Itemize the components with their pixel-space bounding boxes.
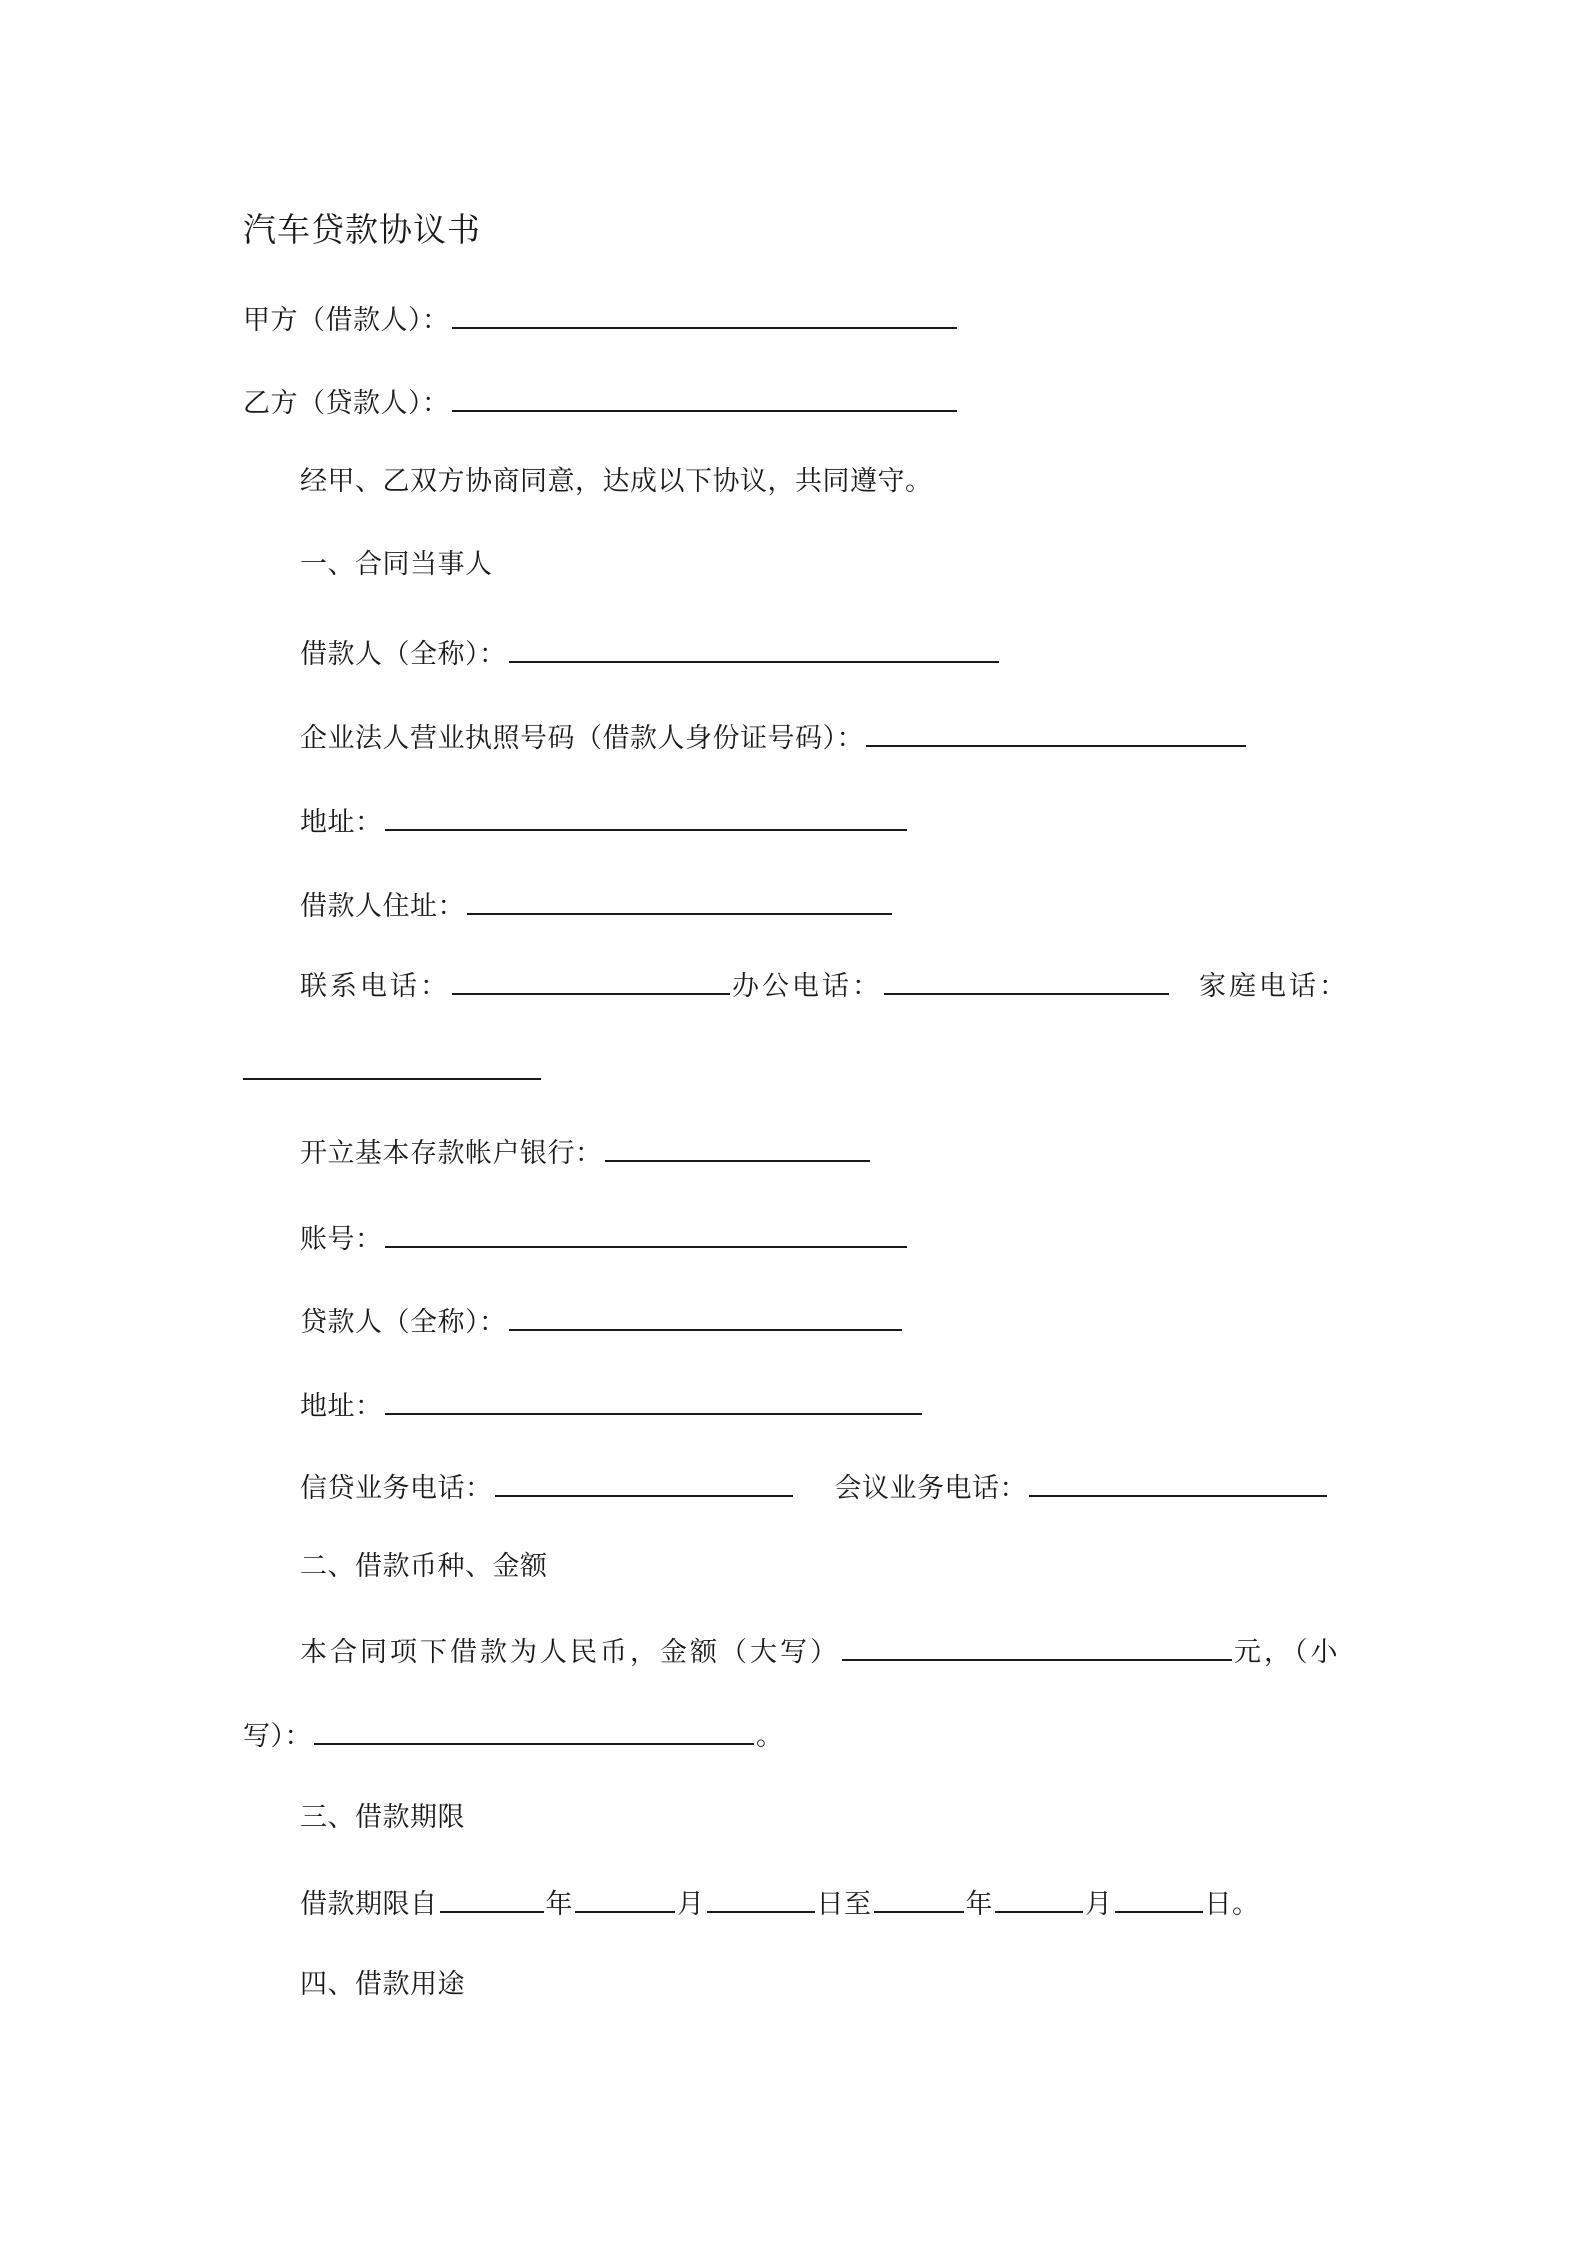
lender-fullname-blank[interactable] <box>509 1303 902 1331</box>
party-b-row <box>243 384 959 421</box>
lender-fullname-label: 贷款人（全称）： <box>300 1307 507 1338</box>
party-a-label: 甲方（借款人）： <box>243 305 450 336</box>
bank-row <box>300 1134 872 1171</box>
account-label: 账号： <box>300 1224 383 1255</box>
home-phone-blank[interactable] <box>243 1052 541 1080</box>
section2-heading: 二、借款币种、金额 <box>300 1551 548 1582</box>
intro-text: 经甲、乙双方协商同意，达成以下协议，共同遵守。 <box>300 466 933 497</box>
license-label: 企业法人营业执照号码（借款人身份证号码）： <box>300 723 864 754</box>
amount-text-b: 元，（小 <box>1234 1637 1341 1668</box>
account-blank[interactable] <box>385 1220 907 1248</box>
amount-row-1 <box>300 1633 1341 1670</box>
business-phone-row <box>300 1469 1329 1506</box>
meeting-phone-blank[interactable] <box>1029 1469 1327 1497</box>
end-month-blank[interactable] <box>995 1885 1083 1913</box>
address2-row <box>300 1387 924 1424</box>
start-month-label: 月 <box>677 1889 705 1920</box>
borrower-residence-label: 借款人住址： <box>300 891 465 922</box>
start-year-blank[interactable] <box>440 1885 544 1913</box>
office-phone-blank[interactable] <box>884 967 1169 995</box>
amount-text-a: 本合同项下借款为人民币，金额（大写） <box>300 1637 840 1668</box>
section1-heading: 一、合同当事人 <box>300 549 493 580</box>
amount-text-d: 。 <box>756 1721 784 1752</box>
address2-blank[interactable] <box>385 1387 922 1415</box>
license-blank[interactable] <box>866 719 1246 747</box>
section3-heading: 三、借款期限 <box>300 1802 465 1833</box>
contact-phone-label: 联系电话： <box>300 971 450 1002</box>
amount-small-blank[interactable] <box>314 1717 754 1745</box>
license-row <box>300 719 1248 756</box>
party-a-row <box>243 301 959 338</box>
party-b-blank[interactable] <box>452 384 957 412</box>
credit-phone-label: 信贷业务电话： <box>300 1473 493 1504</box>
bank-label: 开立基本存款帐户银行： <box>300 1138 603 1169</box>
office-phone-label: 办公电话： <box>732 971 882 1002</box>
day-to-label: 日至 <box>816 1889 872 1920</box>
end-month-label: 月 <box>1085 1889 1113 1920</box>
amount-capital-blank[interactable] <box>842 1633 1232 1661</box>
term-prefix: 借款期限自 <box>300 1889 438 1920</box>
borrower-residence-row <box>300 887 894 924</box>
borrower-fullname-row <box>300 635 1001 672</box>
borrower-fullname-blank[interactable] <box>509 635 999 663</box>
document-title: 汽车贷款协议书 <box>243 210 481 249</box>
amount-row-2 <box>243 1717 784 1754</box>
amount-text-c: 写）： <box>243 1721 312 1752</box>
end-day-blank[interactable] <box>1115 1885 1203 1913</box>
home-phone-continuation <box>243 1052 543 1089</box>
section4-heading: 四、借款用途 <box>300 1969 465 2000</box>
contact-phone-blank[interactable] <box>452 967 730 995</box>
account-row <box>300 1220 909 1257</box>
address-blank[interactable] <box>385 803 907 831</box>
start-year-label: 年 <box>545 1889 573 1920</box>
address-label: 地址： <box>300 807 383 838</box>
party-b-label: 乙方（贷款人）： <box>243 388 450 419</box>
borrower-residence-blank[interactable] <box>467 887 892 915</box>
phone-row <box>300 967 1349 1004</box>
bank-blank[interactable] <box>605 1134 870 1162</box>
borrower-fullname-label: 借款人（全称）： <box>300 639 507 670</box>
meeting-phone-label: 会议业务电话： <box>834 1473 1027 1504</box>
end-year-blank[interactable] <box>874 1885 964 1913</box>
credit-phone-blank[interactable] <box>495 1469 793 1497</box>
end-year-label: 年 <box>965 1889 993 1920</box>
home-phone-label: 家庭电话： <box>1199 971 1349 1002</box>
address-row <box>300 803 909 840</box>
start-month-blank[interactable] <box>575 1885 675 1913</box>
term-row <box>300 1885 1260 1922</box>
start-day-blank[interactable] <box>707 1885 815 1913</box>
party-a-blank[interactable] <box>452 301 957 329</box>
day-end-label: 日。 <box>1204 1889 1260 1920</box>
lender-fullname-row <box>300 1303 904 1340</box>
address2-label: 地址： <box>300 1391 383 1422</box>
